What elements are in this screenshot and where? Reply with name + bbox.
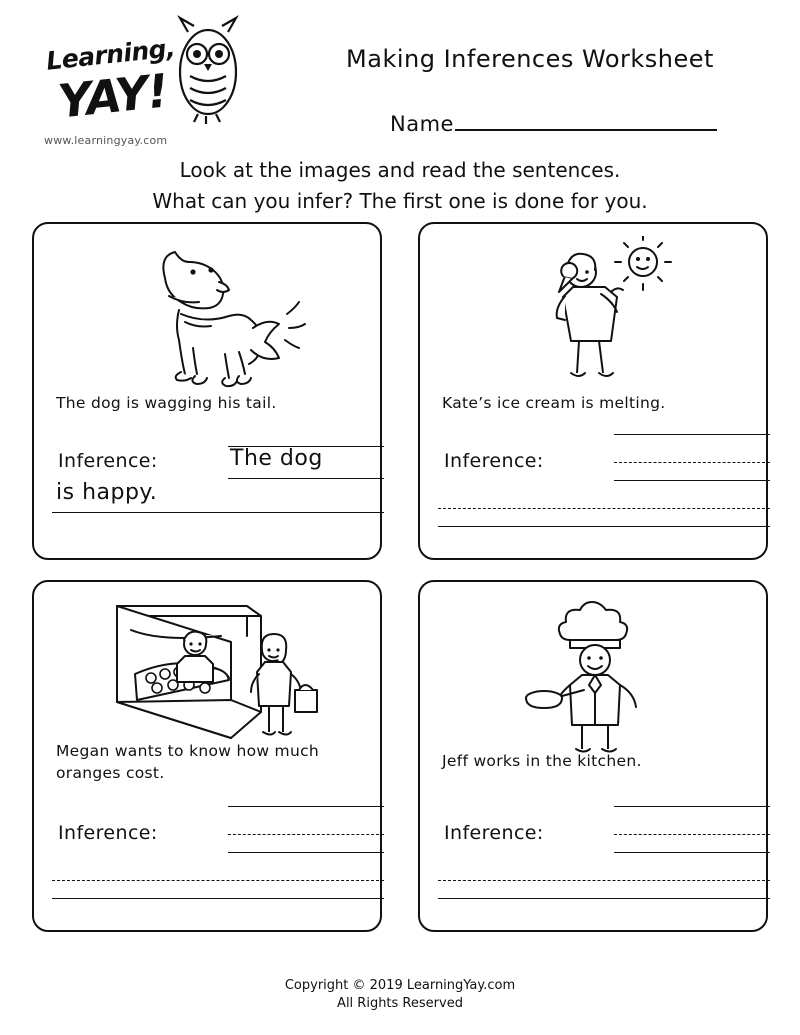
logo-word-learning: Learning,: [44, 33, 177, 76]
answer-rule-2c: [438, 526, 770, 527]
answer-guide-4a: [614, 834, 770, 835]
answer-guide-3a: [228, 834, 384, 835]
answer-rule-3a: [228, 806, 384, 807]
answer-rule-2a: [614, 434, 770, 435]
logo-word-yay: YAY!: [55, 63, 171, 129]
answer-rule-3b: [228, 852, 384, 853]
inference-label-2: Inference:: [444, 450, 544, 472]
answer-rule-2b: [614, 480, 770, 481]
answer-area-3[interactable]: [52, 800, 364, 918]
page-header: [0, 0, 800, 150]
chef-holding-frying-pan-illustration: [420, 590, 766, 758]
problem-sentence-4: Jeff works in the kitchen.: [442, 752, 642, 770]
answer-rule-3c: [52, 898, 384, 899]
site-logo: [40, 14, 250, 147]
instructions-line-2: What can you infer? The first one is done for you.: [152, 189, 648, 213]
answer-guide-3b: [52, 880, 384, 881]
answer-area-4[interactable]: [438, 800, 750, 918]
logo-url-text: www.learningyay.com: [44, 134, 168, 147]
owl-mascot-icon: [168, 14, 248, 128]
dog-wagging-tail-illustration: [34, 232, 380, 400]
problem-card-2: [418, 222, 768, 560]
answer-text-1-line2: is happy.: [56, 480, 158, 505]
rights-text: All Rights Reserved: [337, 996, 463, 1011]
girl-and-boy-at-orange-fruit-stand-illustration: [34, 590, 380, 758]
problem-card-1: [32, 222, 382, 560]
problem-sentence-1: The dog is wagging his tail.: [56, 394, 277, 412]
page-footer: [0, 977, 800, 1013]
answer-rule-1c: [52, 512, 384, 513]
inference-label-3: Inference:: [58, 822, 158, 844]
answer-rule-4a: [614, 806, 770, 807]
answer-text-1-line1: The dog: [230, 446, 323, 471]
answer-guide-4b: [438, 880, 770, 881]
problem-card-3: [32, 580, 382, 932]
answer-rule-4b: [614, 852, 770, 853]
answer-rule-4c: [438, 898, 770, 899]
inference-label-4: Inference:: [444, 822, 544, 844]
inference-label-1: Inference:: [58, 450, 158, 472]
name-field-row: [390, 112, 717, 136]
name-input-line[interactable]: [455, 112, 717, 131]
instructions: [0, 155, 800, 217]
answer-area-2[interactable]: [438, 428, 750, 546]
answer-rule-1b: [228, 478, 384, 479]
answer-guide-2a: [614, 462, 770, 463]
instructions-line-1: Look at the images and read the sentences.: [179, 158, 621, 182]
page-title: Making Inferences Worksheet: [346, 45, 714, 73]
name-label: Name: [390, 112, 454, 136]
problem-sentence-2: Kate’s ice cream is melting.: [442, 394, 666, 412]
answer-guide-2b: [438, 508, 770, 509]
problem-sentence-3: Megan wants to know how much oranges cost.: [56, 742, 320, 782]
answer-area-1[interactable]: [52, 428, 364, 546]
copyright-text: Copyright © 2019 LearningYay.com: [284, 978, 516, 993]
girl-with-melting-ice-cream-sun-illustration: [420, 232, 766, 400]
problem-card-4: [418, 580, 768, 932]
